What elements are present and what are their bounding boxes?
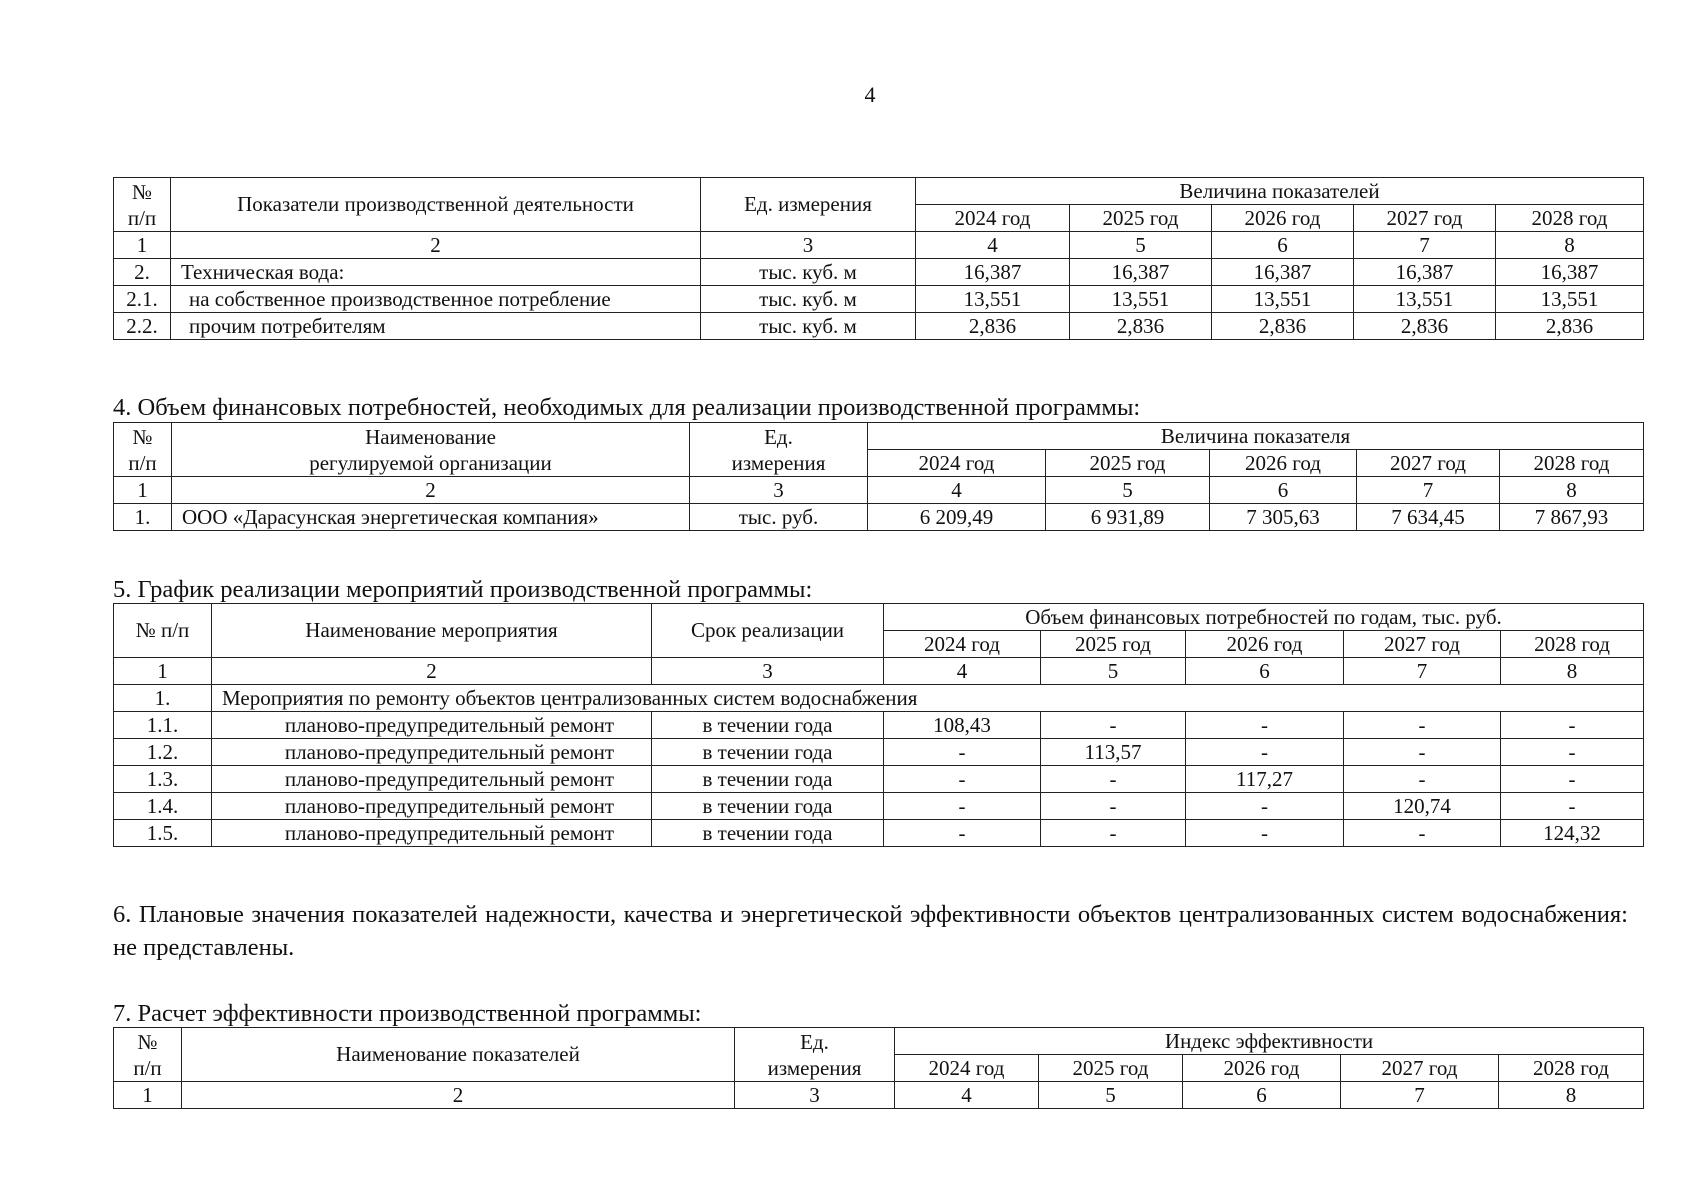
table-row: [114, 739, 1644, 766]
row-value: 13,551: [1070, 286, 1212, 313]
row-value: -: [1501, 712, 1644, 739]
row-value: 124,32: [1501, 820, 1644, 847]
column-number: 3: [690, 477, 868, 504]
row-number: 1.5.: [114, 820, 212, 847]
column-number: 3: [735, 1082, 895, 1109]
row-value: -: [1186, 793, 1344, 820]
row-value: 16,387: [1070, 259, 1212, 286]
header-year: 2028 год: [1500, 450, 1644, 477]
column-number: 6: [1186, 658, 1344, 685]
row-unit: тыс. куб. м: [701, 313, 916, 340]
row-value: -: [1344, 766, 1501, 793]
header-number: № п/п: [114, 178, 171, 232]
column-number: 6: [1210, 477, 1357, 504]
column-number: 6: [1183, 1082, 1341, 1109]
row-value: 2,836: [1212, 313, 1354, 340]
row-value: 16,387: [916, 259, 1070, 286]
row-value: -: [1186, 820, 1344, 847]
row-value: 2,836: [1496, 313, 1644, 340]
table-row: [114, 793, 1644, 820]
column-number-row: [114, 477, 1644, 504]
header-year: 2025 год: [1041, 631, 1186, 658]
row-value: 13,551: [916, 286, 1070, 313]
row-measure-name: планово-предупредительный ремонт: [212, 739, 652, 766]
column-number: 7: [1354, 232, 1496, 259]
row-value: 7 305,63: [1210, 504, 1357, 531]
header-number: № п/п: [114, 604, 212, 658]
column-number: 3: [652, 658, 884, 685]
header-number: № п/п: [114, 423, 172, 477]
row-value: 7 867,93: [1500, 504, 1644, 531]
row-unit: тыс. куб. м: [701, 259, 916, 286]
row-unit: тыс. руб.: [690, 504, 868, 531]
header-year: 2024 год: [868, 450, 1046, 477]
row-measure-name: планово-предупредительный ремонт: [212, 766, 652, 793]
header-indicator-name: Показатели производственной деятельности: [171, 178, 701, 232]
row-value: -: [1501, 766, 1644, 793]
header-values-group: Величина показателя: [868, 423, 1644, 450]
header-year: 2026 год: [1212, 205, 1354, 232]
column-number: 8: [1500, 477, 1644, 504]
row-number: 1.2.: [114, 739, 212, 766]
table-row: [114, 766, 1644, 793]
table-row: [114, 504, 1644, 531]
section-7-heading: 7. Расчет эффективности производственной программы:: [113, 1000, 702, 1027]
column-number: 4: [868, 477, 1046, 504]
row-value: -: [1041, 766, 1186, 793]
header-year: 2025 год: [1039, 1055, 1183, 1082]
row-value: 13,551: [1354, 286, 1496, 313]
row-term: в течении года: [652, 793, 884, 820]
header-indicator-name: Наименование показателей: [182, 1028, 735, 1082]
row-value: 2,836: [916, 313, 1070, 340]
section-5-heading: 5. График реализации мероприятий производственной программы:: [113, 576, 813, 603]
row-value: -: [1344, 820, 1501, 847]
row-name: Техническая вода:: [171, 259, 701, 286]
column-number: 7: [1344, 658, 1501, 685]
row-value: -: [1041, 712, 1186, 739]
header-unit: Ед. измерения: [701, 178, 916, 232]
column-number: 5: [1070, 232, 1212, 259]
header-year: 2024 год: [916, 205, 1070, 232]
column-number: 2: [212, 658, 652, 685]
row-value: -: [1344, 712, 1501, 739]
header-year: 2028 год: [1499, 1055, 1644, 1082]
row-value: 13,551: [1212, 286, 1354, 313]
row-unit: тыс. куб. м: [701, 286, 916, 313]
header-year: 2025 год: [1070, 205, 1212, 232]
row-value: -: [1344, 739, 1501, 766]
row-number: 1.: [114, 504, 172, 531]
efficiency-table: [113, 1027, 1644, 1109]
column-number: 4: [916, 232, 1070, 259]
header-unit: Ед. измерения: [735, 1028, 895, 1082]
production-indicators-table: [113, 177, 1644, 340]
column-number: 8: [1496, 232, 1644, 259]
row-value: -: [1186, 712, 1344, 739]
row-value: 6 209,49: [868, 504, 1046, 531]
header-values-group: Индекс эффективности: [895, 1028, 1644, 1055]
row-value: -: [1501, 793, 1644, 820]
header-year: 2027 год: [1344, 631, 1501, 658]
row-value: 16,387: [1212, 259, 1354, 286]
header-term: Срок реализации: [652, 604, 884, 658]
column-number: 1: [114, 658, 212, 685]
header-measure-name: Наименование мероприятия: [212, 604, 652, 658]
header-year: 2028 год: [1501, 631, 1644, 658]
column-number: 4: [884, 658, 1041, 685]
header-values-group: Величина показателей: [916, 178, 1644, 205]
row-value: 16,387: [1354, 259, 1496, 286]
row-value: -: [884, 820, 1041, 847]
header-organization-name: Наименование регулируемой организации: [172, 423, 690, 477]
group-row-name: Мероприятия по ремонту объектов централизованных систем водоснабжения: [212, 685, 1644, 712]
column-number: 2: [182, 1082, 735, 1109]
column-number: 1: [114, 232, 171, 259]
table-group-row: [114, 685, 1644, 712]
row-name: на собственное производственное потребление: [171, 286, 701, 313]
row-number: 2.1.: [114, 286, 171, 313]
section-6-paragraph: 6. Плановые значения показателей надежности, качества и энергетической эффективности объектов централизованных систем водоснабжения: не представлены.: [113, 901, 1628, 961]
column-number: 4: [895, 1082, 1039, 1109]
header-year: 2024 год: [884, 631, 1041, 658]
column-number: 6: [1212, 232, 1354, 259]
row-measure-name: планово-предупредительный ремонт: [212, 712, 652, 739]
row-value: -: [1041, 793, 1186, 820]
row-value: 117,27: [1186, 766, 1344, 793]
column-number: 7: [1357, 477, 1500, 504]
row-name: прочим потребителям: [171, 313, 701, 340]
column-number-row: [114, 232, 1644, 259]
row-value: 2,836: [1070, 313, 1212, 340]
column-number: 3: [701, 232, 916, 259]
row-term: в течении года: [652, 739, 884, 766]
row-value: 13,551: [1496, 286, 1644, 313]
table-row: [114, 712, 1644, 739]
table-row: [114, 313, 1644, 340]
header-year: 2027 год: [1354, 205, 1496, 232]
row-value: -: [1501, 739, 1644, 766]
row-value: 2,836: [1354, 313, 1496, 340]
column-number: 8: [1499, 1082, 1644, 1109]
column-number: 2: [172, 477, 690, 504]
row-value: -: [884, 739, 1041, 766]
row-number: 1.4.: [114, 793, 212, 820]
row-value: 120,74: [1344, 793, 1501, 820]
header-year: 2026 год: [1183, 1055, 1341, 1082]
column-number: 5: [1046, 477, 1210, 504]
row-number: 1.: [114, 685, 212, 712]
section-4-heading: 4. Объем финансовых потребностей, необходимых для реализации производственной программы:: [113, 394, 1141, 421]
row-value: -: [1041, 820, 1186, 847]
row-term: в течении года: [652, 820, 884, 847]
row-number: 1.1.: [114, 712, 212, 739]
row-measure-name: планово-предупредительный ремонт: [212, 820, 652, 847]
row-measure-name: планово-предупредительный ремонт: [212, 793, 652, 820]
table-row: [114, 259, 1644, 286]
row-term: в течении года: [652, 712, 884, 739]
row-value: 6 931,89: [1046, 504, 1210, 531]
header-year: 2028 год: [1496, 205, 1644, 232]
column-number-row: [114, 1082, 1644, 1109]
row-number: 1.3.: [114, 766, 212, 793]
column-number: 5: [1041, 658, 1186, 685]
row-value: -: [1186, 739, 1344, 766]
header-year: 2026 год: [1186, 631, 1344, 658]
page-number: 4: [864, 82, 876, 107]
schedule-table: [113, 603, 1644, 847]
header-unit: Ед. измерения: [690, 423, 868, 477]
header-year: 2026 год: [1210, 450, 1357, 477]
column-number: 1: [114, 477, 172, 504]
table-row: [114, 286, 1644, 313]
column-number: 2: [171, 232, 701, 259]
row-term: в течении года: [652, 766, 884, 793]
header-values-group: Объем финансовых потребностей по годам, тыс. руб.: [884, 604, 1644, 631]
row-value: -: [884, 793, 1041, 820]
row-number: 2.: [114, 259, 171, 286]
column-number: 1: [114, 1082, 182, 1109]
header-year: 2025 год: [1046, 450, 1210, 477]
row-organization-name: ООО «Дарасунская энергетическая компания»: [172, 504, 690, 531]
financial-needs-table: [113, 422, 1644, 531]
column-number: 8: [1501, 658, 1644, 685]
column-number: 7: [1341, 1082, 1499, 1109]
row-value: 16,387: [1496, 259, 1644, 286]
row-value: -: [884, 766, 1041, 793]
row-value: 113,57: [1041, 739, 1186, 766]
header-number: № п/п: [114, 1028, 182, 1082]
column-number-row: [114, 658, 1644, 685]
table-row: [114, 820, 1644, 847]
row-number: 2.2.: [114, 313, 171, 340]
row-value: 7 634,45: [1357, 504, 1500, 531]
row-value: 108,43: [884, 712, 1041, 739]
header-year: 2024 год: [895, 1055, 1039, 1082]
column-number: 5: [1039, 1082, 1183, 1109]
header-year: 2027 год: [1341, 1055, 1499, 1082]
header-year: 2027 год: [1357, 450, 1500, 477]
